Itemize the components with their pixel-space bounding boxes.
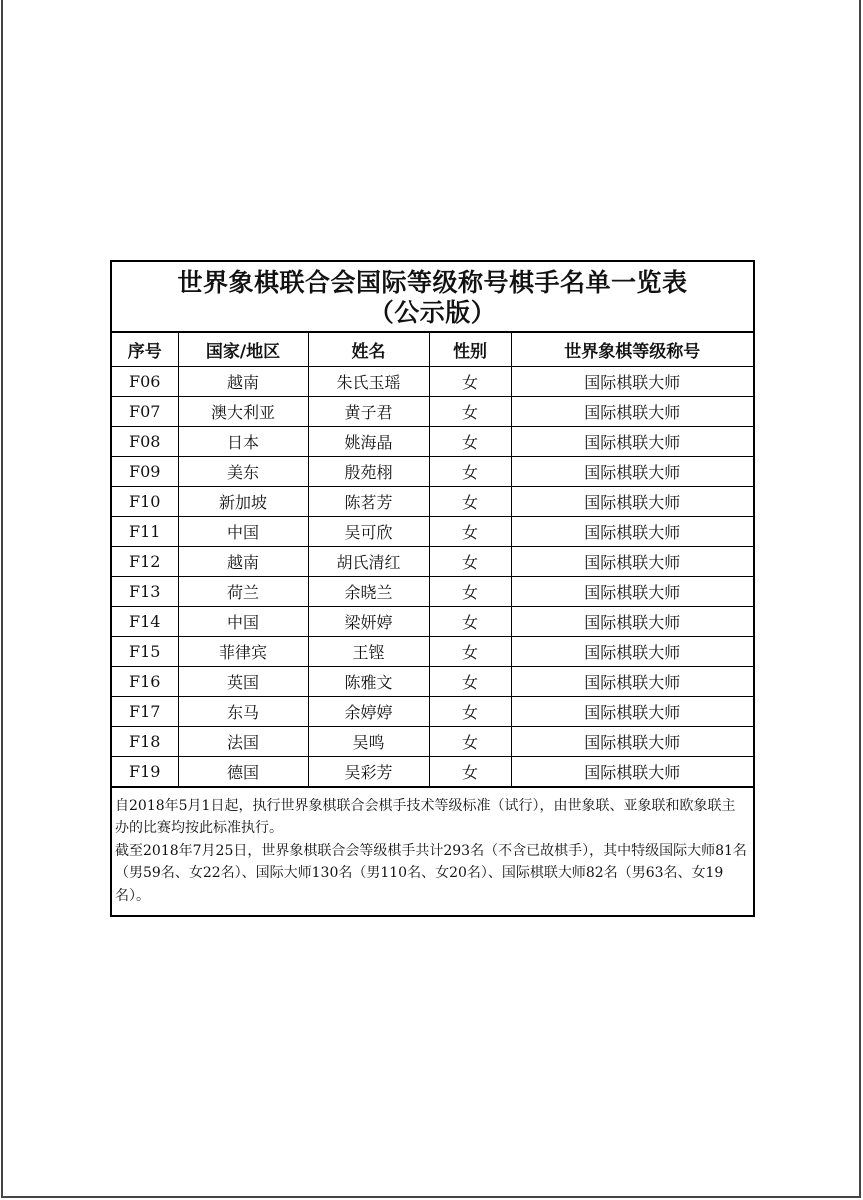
table-row — [112, 696, 753, 726]
table-row — [112, 456, 753, 486]
cell-index: F10 — [112, 486, 178, 516]
cell-name: 吴鸣 — [308, 726, 429, 756]
note-paragraph: 截至2018年7月25日，世界象棋联合会等级棋手共计293名（不含已故棋手），其中特级国际大师81名（男59名、女22名）、国际大师130名（男110名、女20名）、国际棋联大师82名（男63名、女19名）。 — [115, 842, 747, 904]
cell-country: 越南 — [178, 546, 308, 576]
table-row — [112, 606, 753, 636]
column-header-name: 姓名 — [308, 333, 429, 366]
cell-index: F18 — [112, 726, 178, 756]
cell-name: 殷苑栩 — [308, 456, 429, 486]
cell-gender: 女 — [429, 756, 511, 786]
cell-gender: 女 — [429, 456, 511, 486]
table-row — [112, 546, 753, 576]
cell-name: 朱氏玉瑶 — [308, 366, 429, 396]
cell-title: 国际棋联大师 — [511, 486, 753, 516]
cell-title: 国际棋联大师 — [511, 516, 753, 546]
cell-country: 东马 — [178, 696, 308, 726]
cell-gender: 女 — [429, 516, 511, 546]
cell-title: 国际棋联大师 — [511, 636, 753, 666]
cell-country: 荷兰 — [178, 576, 308, 606]
document-table-sheet — [110, 260, 755, 917]
table-row — [112, 576, 753, 606]
cell-country: 德国 — [178, 756, 308, 786]
cell-index: F11 — [112, 516, 178, 546]
cell-index: F06 — [112, 366, 178, 396]
players-table — [112, 333, 753, 787]
cell-index: F17 — [112, 696, 178, 726]
cell-title: 国际棋联大师 — [511, 366, 753, 396]
cell-name: 陈雅文 — [308, 666, 429, 696]
cell-title: 国际棋联大师 — [511, 666, 753, 696]
table-body — [112, 366, 753, 786]
cell-index: F15 — [112, 636, 178, 666]
table-header-row — [112, 333, 753, 366]
table-row — [112, 756, 753, 786]
cell-index: F13 — [112, 576, 178, 606]
column-header-title: 世界象棋等级称号 — [511, 333, 753, 366]
column-header-gender: 性别 — [429, 333, 511, 366]
cell-index: F09 — [112, 456, 178, 486]
cell-index: F19 — [112, 756, 178, 786]
cell-gender: 女 — [429, 606, 511, 636]
cell-index: F08 — [112, 426, 178, 456]
table-row — [112, 666, 753, 696]
table-row — [112, 486, 753, 516]
cell-index: F14 — [112, 606, 178, 636]
cell-gender: 女 — [429, 636, 511, 666]
cell-index: F16 — [112, 666, 178, 696]
cell-name: 余婷婷 — [308, 696, 429, 726]
cell-gender: 女 — [429, 726, 511, 756]
cell-gender: 女 — [429, 696, 511, 726]
cell-name: 吴可欣 — [308, 516, 429, 546]
cell-country: 英国 — [178, 666, 308, 696]
table-row — [112, 726, 753, 756]
cell-title: 国际棋联大师 — [511, 576, 753, 606]
table-row — [112, 396, 753, 426]
cell-country: 菲律宾 — [178, 636, 308, 666]
cell-title: 国际棋联大师 — [511, 426, 753, 456]
cell-name: 黄子君 — [308, 396, 429, 426]
cell-title: 国际棋联大师 — [511, 756, 753, 786]
cell-gender: 女 — [429, 576, 511, 606]
cell-title: 国际棋联大师 — [511, 396, 753, 426]
table-row — [112, 426, 753, 456]
cell-gender: 女 — [429, 366, 511, 396]
cell-country: 澳大利亚 — [178, 396, 308, 426]
cell-country: 日本 — [178, 426, 308, 456]
table-row — [112, 366, 753, 396]
cell-gender: 女 — [429, 546, 511, 576]
cell-index: F12 — [112, 546, 178, 576]
cell-gender: 女 — [429, 426, 511, 456]
cell-title: 国际棋联大师 — [511, 456, 753, 486]
cell-country: 新加坡 — [178, 486, 308, 516]
column-header-country: 国家/地区 — [178, 333, 308, 366]
cell-country: 中国 — [178, 516, 308, 546]
notes-section — [112, 787, 753, 916]
cell-title: 国际棋联大师 — [511, 546, 753, 576]
cell-gender: 女 — [429, 486, 511, 516]
document-subtitle: （公示版） — [368, 298, 497, 327]
cell-name: 吴彩芳 — [308, 756, 429, 786]
cell-country: 越南 — [178, 366, 308, 396]
cell-country: 美东 — [178, 456, 308, 486]
cell-name: 余晓兰 — [308, 576, 429, 606]
title-block — [112, 262, 753, 333]
document-title: 世界象棋联合会国际等级称号棋手名单一览表 — [177, 268, 688, 297]
cell-gender: 女 — [429, 396, 511, 426]
cell-name: 王铿 — [308, 636, 429, 666]
column-header-index: 序号 — [112, 333, 178, 366]
cell-title: 国际棋联大师 — [511, 726, 753, 756]
cell-name: 胡氏清红 — [308, 546, 429, 576]
cell-gender: 女 — [429, 666, 511, 696]
table-row — [112, 516, 753, 546]
cell-index: F07 — [112, 396, 178, 426]
cell-name: 梁妍婷 — [308, 606, 429, 636]
cell-name: 陈茗芳 — [308, 486, 429, 516]
cell-country: 法国 — [178, 726, 308, 756]
cell-country: 中国 — [178, 606, 308, 636]
cell-title: 国际棋联大师 — [511, 606, 753, 636]
table-row — [112, 636, 753, 666]
cell-title: 国际棋联大师 — [511, 696, 753, 726]
cell-name: 姚海晶 — [308, 426, 429, 456]
note-paragraph: 自2018年5月1日起，执行世界象棋联合会棋手技术等级标准（试行），由世象联、亚象联和欧象联主办的比赛均按此标准执行。 — [115, 797, 736, 836]
